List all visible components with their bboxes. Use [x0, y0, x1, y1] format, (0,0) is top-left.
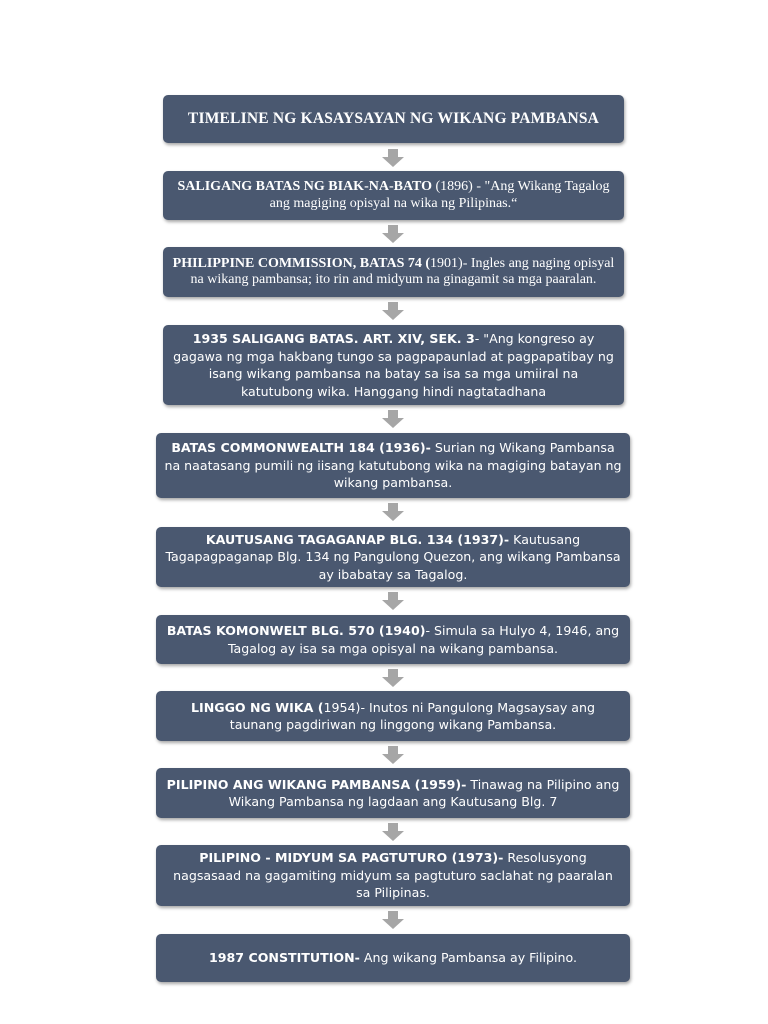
- down-arrow-icon: [382, 669, 404, 687]
- down-arrow-icon: [382, 592, 404, 610]
- timeline-entry-1940: [156, 615, 630, 664]
- entry-description: Surian ng Wikang Pambansa na naatasang pumili ng iisang katutubong wika na magiging batayan ng wikang pambansa.: [164, 440, 622, 491]
- entry-heading: 1987 CONSTITUTION-: [209, 950, 360, 966]
- entry-description: Tinawag na Pilipino ang Wikang Pambansa ng lagdaan ang Kautusang Blg. 7: [228, 776, 620, 809]
- timeline-entry-1959: [156, 768, 630, 818]
- timeline-entry-1896: [163, 171, 624, 220]
- entry-heading: 1935 SALIGANG BATAS. ART. XIV, SEK. 3: [192, 331, 475, 346]
- down-arrow-icon: [382, 410, 404, 428]
- entry-description: - "Ang kongreso ay gagawa ng mga hakbang tungo sa pagpapaunlad at pagpapatibay ng isang wikang pambansa na batay sa isa sa mga umiiral na katutubong wika. Hanggang hindi nagtatadhana: [173, 331, 614, 399]
- entry-text: [164, 849, 622, 902]
- entry-description: Ang wikang Pambansa ay Filipino.: [359, 950, 577, 966]
- timeline-entry-1935: [163, 325, 624, 405]
- entry-year: 1901): [430, 255, 463, 271]
- timeline-entry-1987: [156, 934, 630, 982]
- entry-description: - "Ang Wikang Tagalog ang magiging opisyal na wika ng Pilipinas.“: [269, 179, 610, 211]
- entry-text: [164, 531, 622, 584]
- down-arrow-icon: [382, 225, 404, 243]
- entry-text: [164, 699, 622, 734]
- entry-description: Kautusang Tagapagpaganap Blg. 134 ng Pangulong Quezon, ang wikang Pambansa ay ibabatay sa Tagalog.: [165, 531, 621, 582]
- timeline-entry-1901: [163, 247, 624, 297]
- entry-text: [164, 776, 622, 811]
- entry-heading: PHILIPPINE COMMISSION, BATAS 74 (: [172, 255, 431, 271]
- down-arrow-icon: [382, 503, 404, 521]
- entry-heading: BATAS KOMONWELT BLG. 570 (1940): [166, 623, 426, 638]
- down-arrow-icon: [382, 746, 404, 764]
- entry-heading: BATAS COMMONWEALTH 184 (1936)-: [171, 440, 431, 456]
- timeline-entry-1973: [156, 845, 630, 906]
- entry-text: [171, 330, 616, 400]
- entry-heading: SALIGANG BATAS NG BIAK-NA-BATO: [177, 179, 433, 194]
- timeline-title: [163, 95, 624, 143]
- entry-year: (1896): [432, 179, 477, 194]
- down-arrow-icon: [382, 823, 404, 841]
- timeline-entry-1954: [156, 691, 630, 741]
- entry-heading: KAUTUSANG TAGAGANAP BLG. 134 (1937)-: [205, 531, 510, 547]
- down-arrow-icon: [382, 302, 404, 320]
- entry-text: [164, 439, 622, 492]
- entry-heading: LINGGO NG WIKA (: [190, 699, 324, 715]
- entry-heading: PILIPINO - MIDYUM SA PAGTUTURO (1973)-: [199, 850, 504, 866]
- entry-description: - Simula sa Hulyo 4, 1946, ang Tagalog ay isa sa mga opisyal na wikang pambansa.: [227, 623, 620, 656]
- timeline-entry-1936: [156, 433, 630, 498]
- timeline-entry-1937: [156, 527, 630, 587]
- entry-description: 1954)- Inutos ni Pangulong Magsaysay ang taunang pagdiriwan ng linggong wikang Pambansa.: [229, 699, 595, 732]
- down-arrow-icon: [382, 149, 404, 167]
- down-arrow-icon: [382, 911, 404, 929]
- entry-text: [164, 622, 622, 657]
- timeline-title-text: TIMELINE NG KASAYSAYAN NG WIKANG PAMBANSA: [187, 110, 600, 128]
- entry-description: Resolusyong nagsasaad na gagamiting midyum sa pagtuturo saclahat ng paaralan sa Pilipinas.: [173, 850, 613, 901]
- entry-description: - Ingles ang naging opisyal na wikang pambansa; ito rin and midyum na ginagamit sa mga paaralan.: [190, 255, 615, 287]
- entry-heading: PILIPINO ANG WIKANG PAMBANSA (1959)-: [166, 776, 467, 792]
- entry-text: [209, 949, 577, 967]
- entry-text: [171, 256, 616, 289]
- entry-text: [171, 179, 616, 212]
